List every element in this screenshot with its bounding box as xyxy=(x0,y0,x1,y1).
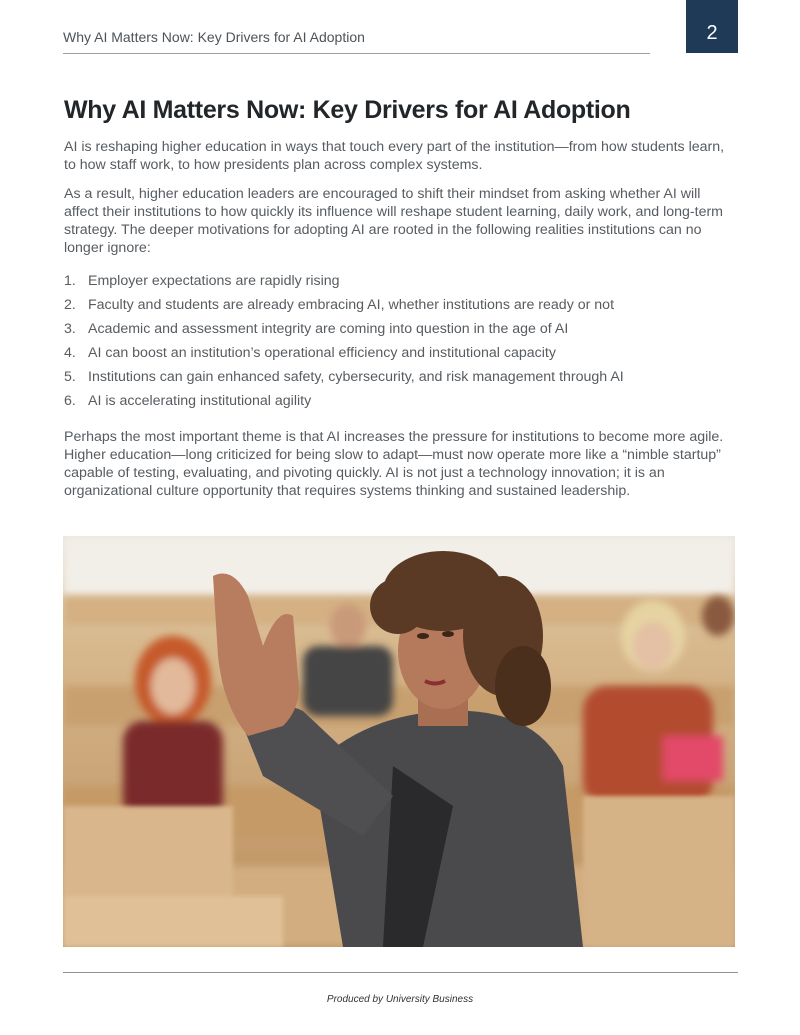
page-number: 2 xyxy=(686,0,738,53)
intro-paragraph: AI is reshaping higher education in ways that touch every part of the institution—from how students learn, to how staff work, to how presidents plan across complex systems. xyxy=(64,139,725,173)
mindset-paragraph: As a result, higher education leaders are encouraged to shift their mindset from asking whether AI will affect their institutions to how quickly its influence will reshape student learning, daily work, and long-term strategy. The deeper motivations for adopting AI are rooted in the following realities institutions can no longer ignore: xyxy=(64,186,724,256)
list-item: 4. AI can boost an institution’s operational efficiency and institutional capacity xyxy=(64,345,556,361)
conclusion-paragraph: Perhaps the most important theme is that AI increases the pressure for institutions to become more agile. Higher education—long criticized for being slow to adapt—must now operate more like a “nimble startup” capable of testing, evaluating, and pivoting quickly. AI is not just a technology innovation; it is an organizational culture opportunity that requires systems thinking and sustained leadership. xyxy=(64,429,724,499)
list-item: 5. Institutions can gain enhanced safety, cybersecurity, and risk management through AI xyxy=(64,369,624,385)
article-title: Why AI Matters Now: Key Drivers for AI Adoption xyxy=(64,96,631,124)
running-header xyxy=(63,28,650,54)
list-item: 2. Faculty and students are already embracing AI, whether institutions are ready or not xyxy=(64,297,615,313)
list-item: 3. Academic and assessment integrity are coming into question in the age of AI xyxy=(64,321,569,337)
footer-credit: Produced by University Business xyxy=(326,994,474,1005)
running-header-title: Why AI Matters Now: Key Drivers for AI Adoption xyxy=(63,29,365,45)
footer-divider xyxy=(63,972,738,973)
drivers-list xyxy=(64,272,734,410)
list-item: 1. Employer expectations are rapidly rising xyxy=(64,273,340,289)
article-body xyxy=(64,95,734,511)
lecture-photo xyxy=(63,536,735,947)
list-item: 6. AI is accelerating institutional agility xyxy=(64,393,312,409)
